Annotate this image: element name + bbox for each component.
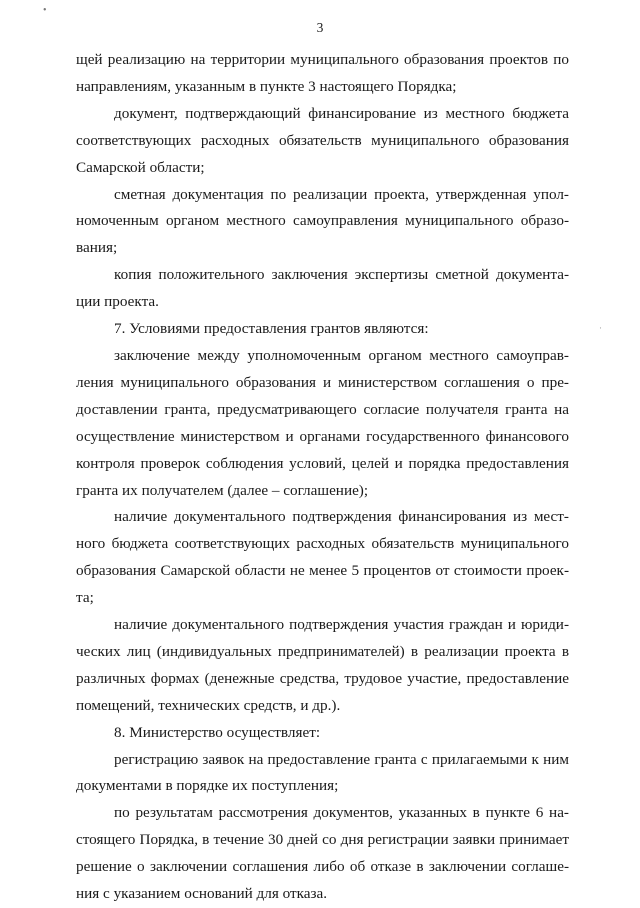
document-body <box>76 47 569 908</box>
text-line: документами в порядке их поступления; <box>76 777 339 795</box>
text-line: ного бюджета соответствующих расходных обязательств муниципального <box>76 535 569 553</box>
text-line: заключение между уполномоченным органом местного самоуправ- <box>114 346 569 364</box>
text-line: документ, подтверждающий финансирование из местного бюджета <box>114 104 569 122</box>
text-line: ния с указанием оснований для отказа. <box>76 885 328 903</box>
text-line: ческих лиц (индивидуальных предпринимателей) в реализации проекта в <box>76 642 569 660</box>
text-line: вания; <box>76 239 118 257</box>
text-line: образования Самарской области не менее 5 процентов от стоимости проек- <box>76 562 569 580</box>
text-line: гранта их получателем (далее – соглашение); <box>76 481 369 499</box>
text-line: номоченным органом местного самоуправления муниципального образо- <box>76 212 569 230</box>
page-number: 3 <box>316 20 324 35</box>
text-line: различных формах (денежные средства, трудовое участие, предоставление <box>76 669 569 687</box>
text-line: сметная документация по реализации проекта, утвержденная упол- <box>114 185 569 203</box>
text-line: направлениям, указанным в пункте 3 настоящего Порядка; <box>76 77 457 95</box>
text-line: ции проекта. <box>76 293 159 311</box>
text-line: стоящего Порядка, в течение 30 дней со дня регистрации заявки принимает <box>76 831 569 849</box>
text-line: ления муниципального образования и министерством соглашения о пре- <box>76 373 569 391</box>
scan-margin-dot: · <box>599 323 602 333</box>
text-line: наличие документального подтверждения участия граждан и юриди- <box>114 616 569 634</box>
text-line: доставлении гранта, предусматривающего согласие получателя гранта на <box>76 400 569 418</box>
text-line: Самарской области; <box>76 158 205 176</box>
section-heading: 7. Условиями предоставления грантов являются: <box>114 320 429 338</box>
scan-corner-mark: • <box>43 5 47 16</box>
text-line: осуществление министерством и органами государственного финансового <box>76 427 569 445</box>
text-line: щей реализацию на территории муниципального образования проектов по <box>76 51 569 68</box>
section-heading: 8. Министерство осуществляет: <box>114 723 321 741</box>
text-line: соответствующих расходных обязательств муниципального образования <box>76 131 569 149</box>
text-line: наличие документального подтверждения финансирования из мест- <box>114 508 569 526</box>
text-line: контроля проверок соблюдения условий, целей и порядка предоставления <box>76 454 569 472</box>
text-line: та; <box>76 589 94 607</box>
text-line: по результатам рассмотрения документов, указанных в пункте 6 на- <box>114 804 569 822</box>
text-line: помещений, технических средств, и др.). <box>76 696 341 714</box>
text-line: регистрацию заявок на предоставление гранта с прилагаемыми к ним <box>114 750 569 768</box>
text-line: копия положительного заключения экспертизы сметной документа- <box>114 266 569 284</box>
text-line: решение о заключении соглашения либо об отказе в заключении соглаше- <box>76 858 569 876</box>
